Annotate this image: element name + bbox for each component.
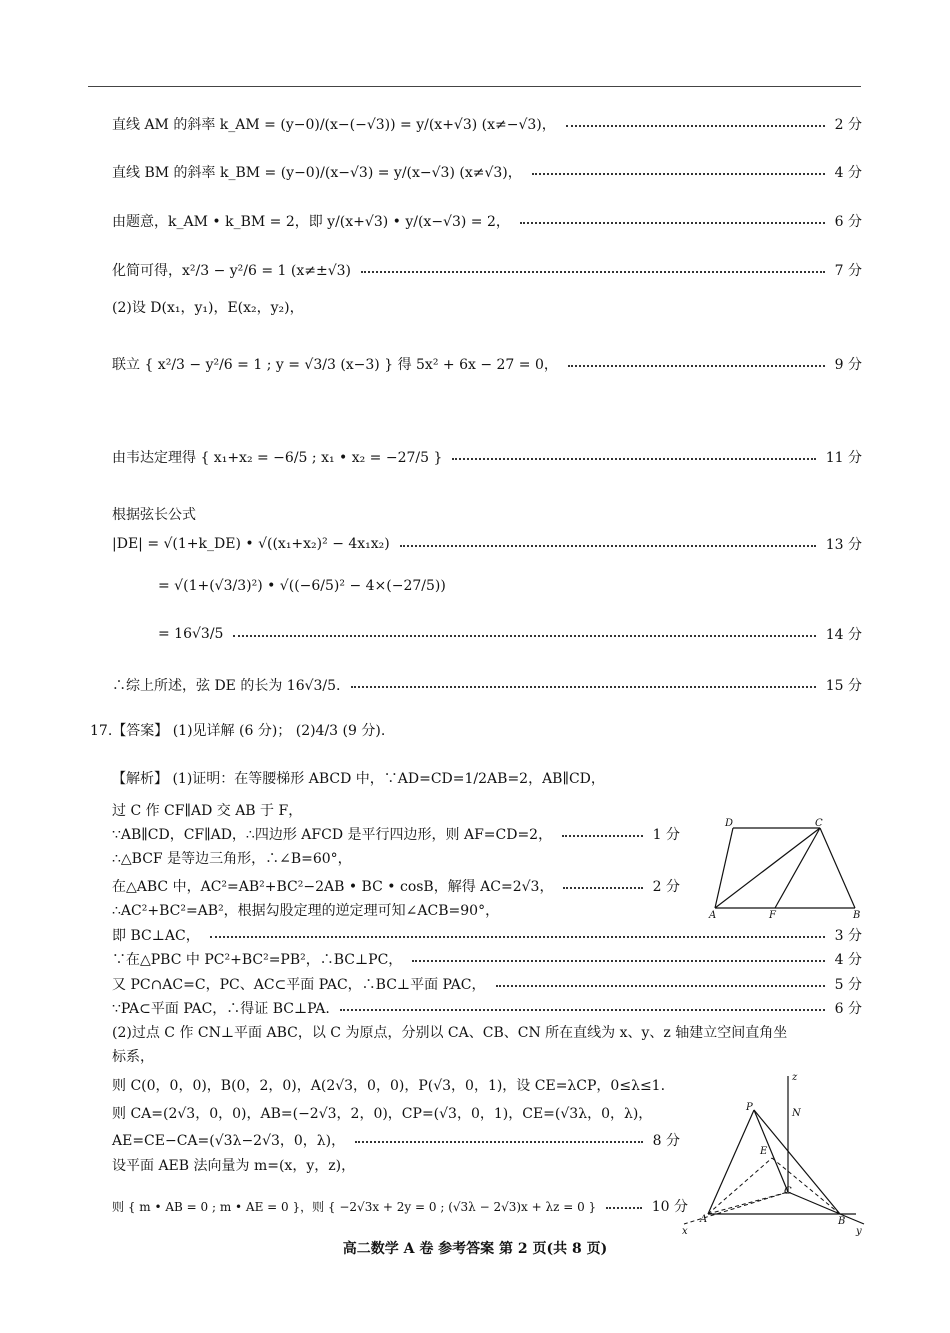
line-text: 根据弦长公式 <box>112 507 196 523</box>
score-mark: 6 分 <box>834 1001 862 1017</box>
label-B: B <box>853 910 861 920</box>
solution-line <box>112 530 862 558</box>
solution-line <box>112 500 862 528</box>
label-N: N <box>792 1108 801 1119</box>
line-text: 【解析】 (1)证明：在等腰梯形 ABCD 中，∵AD=CD=1/2AB=2，AB∥CD， <box>112 771 605 787</box>
edge-PA <box>708 1110 754 1214</box>
edge-CF <box>775 828 820 908</box>
solution-line <box>112 1192 688 1220</box>
score-mark: 11 分 <box>825 450 862 466</box>
score-mark: 10 分 <box>651 1199 688 1215</box>
label-C: C <box>815 818 823 829</box>
solution-line <box>112 350 862 378</box>
label-x: x <box>682 1226 688 1237</box>
leader-dots <box>210 936 825 938</box>
line-text: 直线 AM 的斜率 k_AM = (y−0)/(x−(−√3)) = y/(x+√3) (x≠−√3)， <box>112 117 556 133</box>
leader-dots <box>606 1207 642 1209</box>
line-text: AE=CE−CA=(√3λ−2√3，0，λ)， <box>112 1133 346 1149</box>
line-text: 化简可得，x²/3 − y²/6 = 1 (x≠±√3) <box>112 263 352 279</box>
edge-AE <box>708 1158 772 1214</box>
leader-dots <box>340 1009 825 1011</box>
answer-line <box>90 716 862 744</box>
page-footer: 高二数学 A 卷 参考答案 第 2 页(共 8 页) <box>342 1241 608 1257</box>
leader-dots <box>562 835 643 837</box>
leader-dots <box>412 960 824 962</box>
label-F: F <box>769 910 776 920</box>
leader-dots <box>361 271 825 273</box>
line-text: 标系， <box>112 1049 154 1065</box>
label-B: B <box>838 1216 846 1227</box>
trapezoid-figure <box>705 818 875 920</box>
line-text: |DE| = √(1+k_DE) • √((x₁+x₂)² − 4x₁x₂) <box>112 536 390 552</box>
score-mark: 6 分 <box>834 214 862 230</box>
score-mark: 9 分 <box>834 357 862 373</box>
score-mark: 7 分 <box>834 263 862 279</box>
line-text: ∴AC²+BC²=AB²，根据勾股定理的逆定理可知∠ACB=90°， <box>112 903 500 919</box>
score-mark: 1 分 <box>652 827 680 843</box>
label-A: A <box>700 1214 708 1225</box>
header-rule <box>88 86 861 87</box>
leader-dots <box>563 887 642 889</box>
line-text: 联立 { x²/3 − y²/6 = 1 ; y = √3/3 (x−3) } 得 5x² + 6x − 27 = 0， <box>112 357 558 373</box>
solution-line <box>112 1126 680 1154</box>
line-text: 即 BC⊥AC， <box>112 928 200 944</box>
line-text: 由题意，k_AM • k_BM = 2，即 y/(x+√3) • y/(x−√3) = 2， <box>112 214 510 230</box>
line-text: = 16√3/5 <box>158 626 224 642</box>
score-mark: 2 分 <box>834 117 862 133</box>
solution-line <box>112 110 862 138</box>
solution-line <box>112 293 862 321</box>
solution-line <box>112 671 862 699</box>
line-text: (2)设 D(x₁，y₁)，E(x₂，y₂)， <box>112 300 304 316</box>
solution-line <box>112 256 862 284</box>
leader-dots <box>520 222 825 224</box>
solution-line <box>112 620 862 648</box>
leader-dots <box>355 1141 642 1143</box>
score-mark: 14 分 <box>825 627 862 643</box>
leader-dots <box>532 173 825 175</box>
solution-line <box>112 207 862 235</box>
solution-line <box>112 945 862 973</box>
line-text: 在△ABC 中，AC²=AB²+BC²−2AB • BC • cosB，解得 AC=2√3， <box>112 879 554 895</box>
line-text: 由韦达定理得 { x₁+x₂ = −6/5 ; x₁ • x₂ = −27/5 } <box>112 450 443 466</box>
solution-line <box>112 158 862 186</box>
solution-line <box>112 764 862 792</box>
solution-line <box>158 572 862 600</box>
leader-dots <box>351 686 816 688</box>
score-mark: 15 分 <box>825 678 862 694</box>
leader-dots <box>496 985 825 987</box>
line-text: ∵AB∥CD，CF∥AD，∴四边形 AFCD 是平行四边形，则 AF=CD=2， <box>112 827 553 843</box>
score-mark: 4 分 <box>834 952 862 968</box>
label-A: A <box>709 910 717 920</box>
label-y: y <box>856 1226 862 1237</box>
label-E: E <box>760 1146 768 1157</box>
solution-line <box>112 443 862 471</box>
leader-dots <box>452 458 815 460</box>
score-mark: 4 分 <box>834 165 862 181</box>
line-text: 则 { m • AB = 0 ; m • AE = 0 }，则 { −2√3x + 2y = 0 ; (√3λ − 2√3)x + λz = 0 } <box>112 1199 597 1214</box>
line-text: = √(1+(√3/3)²) • √((−6/5)² − 4×(−27/5)) <box>158 578 446 594</box>
score-mark: 13 分 <box>825 537 862 553</box>
line-text: ∴综上所述，弦 DE 的长为 16√3/5. <box>112 678 341 694</box>
line-text: ∵PA⊂平面 PAC，∴得证 BC⊥PA. <box>112 1001 330 1017</box>
leader-dots <box>566 125 825 127</box>
edge-EB <box>772 1158 840 1214</box>
score-mark: 8 分 <box>652 1133 680 1149</box>
edge-CB <box>820 828 855 908</box>
pyramid-figure <box>680 1068 870 1238</box>
line-text: 17.【答案】 (1)见详解 (6 分)； (2)4/3 (9 分). <box>90 723 386 739</box>
line-text: ∴△BCF 是等边三角形，∴∠B=60°， <box>112 851 352 867</box>
line-text: (2)过点 C 作 CN⊥平面 ABC，以 C 为原点，分别以 CA、CB、CN 所在直线为 x、y、z 轴建立空间直角坐 <box>112 1025 788 1041</box>
line-text: 设平面 AEB 法向量为 m=(x，y，z)， <box>112 1158 356 1174</box>
label-C: C <box>784 1186 792 1197</box>
label-D: D <box>725 818 734 829</box>
leader-dots <box>400 545 816 547</box>
score-mark: 3 分 <box>834 928 862 944</box>
line-text: 又 PC∩AC=C，PC、AC⊂平面 PAC，∴BC⊥平面 PAC， <box>112 977 486 993</box>
solution-line <box>112 1042 862 1070</box>
leader-dots <box>568 365 825 367</box>
label-z: z <box>792 1072 798 1083</box>
line-text: 则 C(0，0，0)，B(0，2，0)，A(2√3，0，0)，P(√3，0，1)，设 CE=λCP，0≤λ≤1. <box>112 1078 666 1094</box>
score-mark: 2 分 <box>652 879 680 895</box>
line-text: ∵在△PBC 中 PC²+BC²=PB²，∴BC⊥PC， <box>112 952 403 968</box>
leader-dots <box>233 635 815 637</box>
line-text: 则 CA=(2√3，0，0)，AB=(−2√3，2，0)，CP=(√3，0，1)，CE=(√3λ，0，λ)， <box>112 1106 653 1122</box>
label-P: P <box>746 1102 753 1113</box>
line-text: 过 C 作 CF∥AD 交 AB 于 F， <box>112 803 303 819</box>
edge-CB <box>788 1192 840 1214</box>
line-text: 直线 BM 的斜率 k_BM = (y−0)/(x−√3) = y/(x−√3) (x≠√3)， <box>112 165 522 181</box>
score-mark: 5 分 <box>834 977 862 993</box>
